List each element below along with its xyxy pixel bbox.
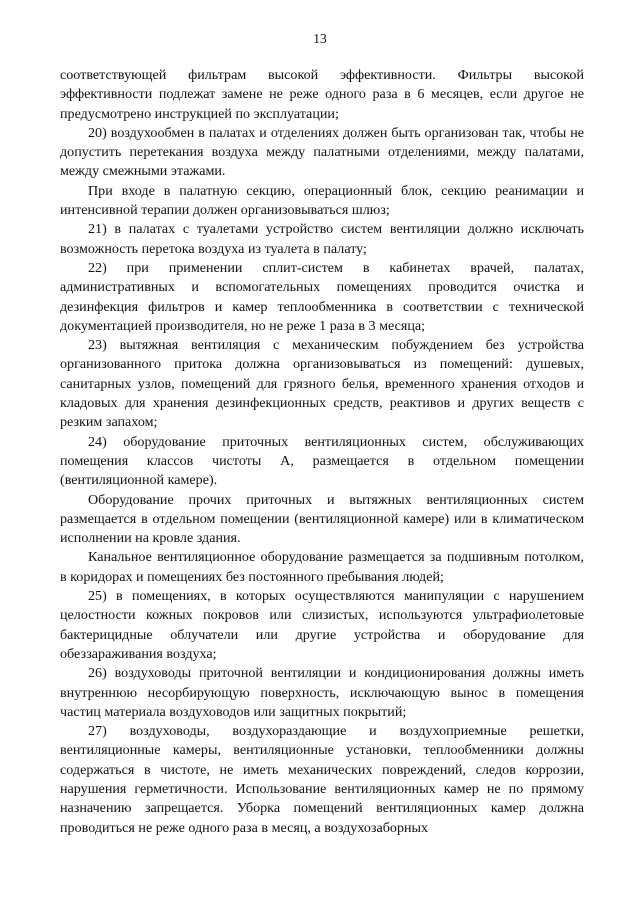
page-number: 13 — [313, 31, 327, 46]
paragraph-item-24: 24) оборудование приточных вентиляционных систем, обслуживающих помещения классов чистоты А, размещается в отдельном помещении (вентиляционной камере). — [60, 433, 584, 489]
paragraph-item-25: 25) в помещениях, в которых осуществляются манипуляции с нарушением целостности кожных покровов или слизистых, используются ультрафиолетовые бактерицидные облучатели или другие устройства и оборудование для обеззараживания воздуха; — [60, 588, 584, 662]
paragraph-item-27: 27) воздуховоды, воздухораздающие и воздухоприемные решетки, вентиляционные камеры, вентиляционные установки, теплообменники должны содержаться в чистоте, не иметь механических повреждений, следов коррозии, нарушения герметичности. Использование вентиляционных камер не по прямому назначению запрещается. Уборка помещений вентиляционных камер должна проводиться не реже одного раза в месяц, а воздухозаборных — [60, 723, 584, 836]
paragraph-item-21: 21) в палатах с туалетами устройство систем вентиляции должно исключать возможность перетока воздуха из туалета в палату; — [60, 221, 584, 257]
paragraph-airlock: При входе в палатную секцию, операционный блок, секцию реанимации и интенсивной терапии должен организовываться шлюз; — [60, 182, 584, 219]
paragraph-item-20: 20) воздухообмен в палатах и отделениях должен быть организован так, чтобы не допустить перетекания воздуха между палатными отделениями, между палатами, между смежными этажами. — [60, 124, 584, 180]
document-body — [60, 66, 584, 838]
paragraph-duct-equipment: Канальное вентиляционное оборудование размещается за подшивным потолком, в коридорах и помещениях без постоянного пребывания людей; — [60, 549, 584, 585]
paragraph-item-22: 22) при применении сплит-систем в кабинетах врачей, палатах, административных и вспомогательных помещениях проводится очистка и дезинфекция фильтров и камер теплообменника в соответствии с технической документацией производителя, но не реже 1 раза в 3 месяца; — [60, 259, 584, 334]
paragraph-item-26: 26) воздуховоды приточной вентиляции и кондиционирования должны иметь внутреннюю несорбирующую поверхность, исключающую вынос в помещения частиц материала воздуховодов или защитных покрытий; — [60, 665, 584, 720]
paragraph-item-23: 23) вытяжная вентиляция с механическим побуждением без устройства организованного притока должна организовываться из помещений: душевых, санитарных узлов, помещений для грязного белья, временного хранения отходов и кладовых для хранения дезинфекционных средств, реактивов и других веществ с резким запахом; — [60, 337, 584, 431]
paragraph-continuation: соответствующей фильтрам высокой эффективности. Фильтры высокой эффективности подлежат замене не реже одного раза в 6 месяцев, если другое не предусмотрено инструкцией по эксплуатации; — [60, 67, 584, 122]
paragraph-other-equipment: Оборудование прочих приточных и вытяжных вентиляционных систем размещается в отдельном помещении (вентиляционной камере) или в климатическом исполнении на кровле здания. — [60, 491, 584, 547]
